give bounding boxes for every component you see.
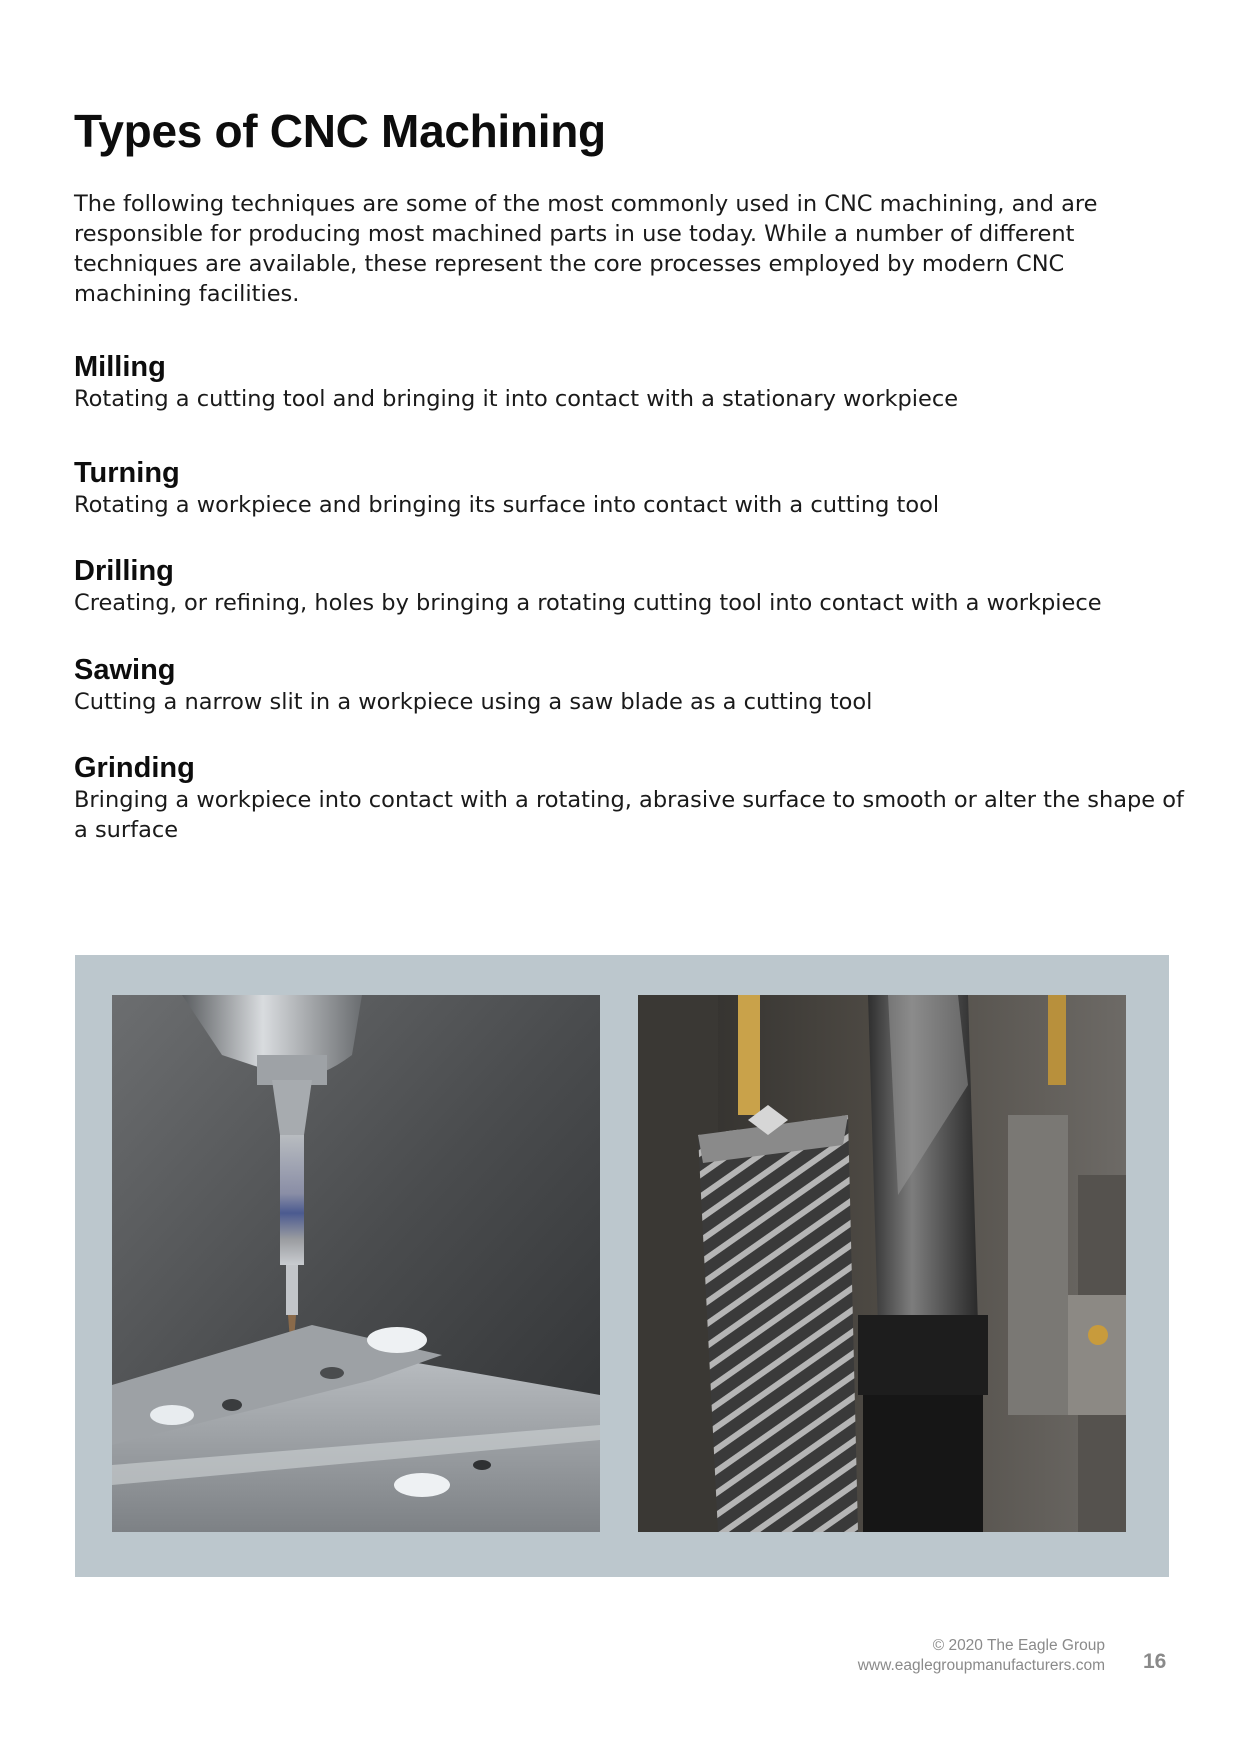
technique-grinding: [74, 751, 1184, 845]
end-mill-tools-photo: [638, 995, 1126, 1532]
footer-copyright: © 2020 The Eagle Group: [932, 1637, 1105, 1654]
intro-paragraph: The following techniques are some of the most commonly used in CNC machining, and are responsible for producing most machined parts in use today. While a number of different techniques are available, these represent the core processes employed by modern CNC machining facilities.: [74, 191, 1098, 307]
technique-sawing: [74, 653, 1184, 717]
technique-description: Bringing a workpiece into contact with a rotating, abrasive surface to smooth or alter the shape of a surface: [74, 787, 1184, 843]
page-number: 16: [1143, 1650, 1167, 1673]
page-title: Types of CNC Machining: [74, 105, 606, 157]
technique-description: Rotating a workpiece and bringing its surface into contact with a cutting tool: [74, 492, 940, 518]
technique-heading: Drilling: [74, 555, 174, 587]
technique-drilling: [74, 554, 1184, 618]
technique-heading: Sawing: [74, 654, 176, 686]
technique-heading: Turning: [74, 457, 180, 489]
technique-turning: [74, 456, 1184, 520]
technique-description: Cutting a narrow slit in a workpiece using a saw blade as a cutting tool: [74, 689, 873, 715]
photo-panel: [75, 955, 1169, 1577]
technique-milling: [74, 350, 1184, 414]
footer: [858, 1636, 1105, 1676]
footer-website: www.eaglegroupmanufacturers.com: [857, 1657, 1105, 1674]
technique-description: Rotating a cutting tool and bringing it into contact with a stationary workpiece: [74, 386, 959, 412]
technique-heading: Grinding: [74, 752, 195, 784]
technique-heading: Milling: [74, 351, 166, 383]
technique-description: Creating, or refining, holes by bringing a rotating cutting tool into contact with a workpiece: [74, 590, 1102, 616]
milling-tool-photo: [112, 995, 600, 1532]
